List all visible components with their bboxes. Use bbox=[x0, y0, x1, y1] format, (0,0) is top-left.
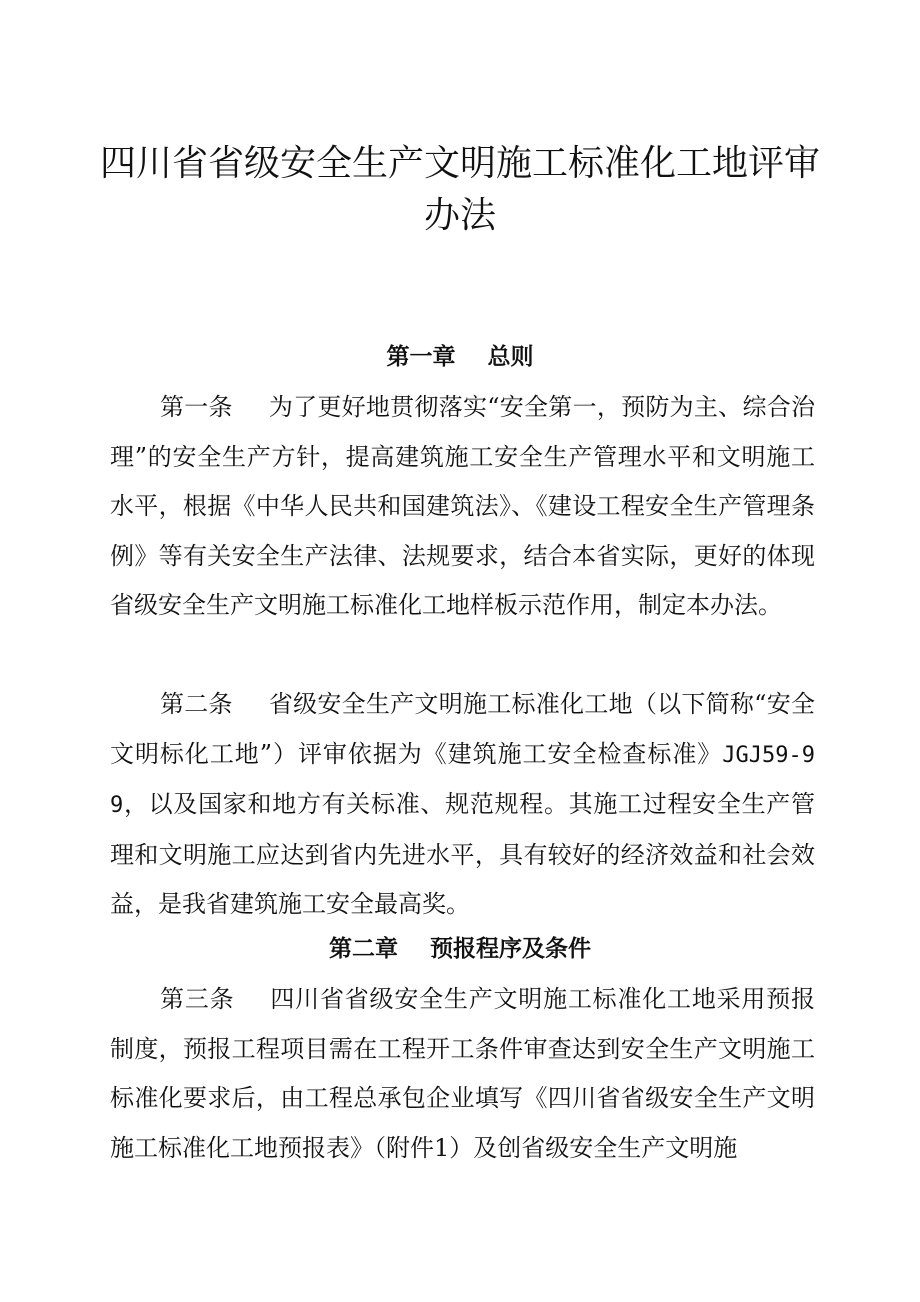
article-number: 第二条 bbox=[160, 690, 233, 718]
chapter-heading-1: 第一章 总则 bbox=[386, 344, 534, 370]
article-number: 第一条 bbox=[160, 393, 233, 421]
document-title: 四川省省级安全生产文明施工标准化工地评审办法 bbox=[100, 143, 821, 236]
article-2 bbox=[110, 680, 815, 930]
article-text: 为了更好地贯彻落实“安全第一，预防为主、综合治理”的安全生产方针，提高建筑施工安全生产管理水平和文明施工水平，根据《中华人民共和国建筑法》、《建设工程安全生产管理条例》等有关安全生产法律、法规要求，结合本省实际，更好的体现省级安全生产文明施工标准化工地样板示范作用，制定本办法。 bbox=[110, 393, 815, 620]
article-text: 四川省省级安全生产文明施工标准化工地采用预报制度，预报工程项目需在工程开工条件审查达到安全生产文明施工标准化要求后，由工程总承包企业填写《四川省省级安全生产文明施工标准化工地预报表》（附件1）及创省级安全生产文明施 bbox=[110, 985, 815, 1162]
standard-code: JGJ59-99 bbox=[110, 742, 815, 819]
article-text-continued: ，以及国家和地方有关标准、规范规程。其施工过程安全生产管理和文明施工应达到省内先进水平，具有较好的经济效益和社会效益，是我省建筑施工安全最高奖。 bbox=[110, 790, 815, 919]
chapter-heading-2: 第二章 预报程序及条件 bbox=[328, 936, 592, 962]
article-1 bbox=[110, 383, 815, 631]
article-text: 省级安全生产文明施工标准化工地（以下简称“安全文明标化工地”）评审依据为《建筑施工安全检查标准》 bbox=[110, 690, 815, 768]
article-3 bbox=[110, 975, 815, 1173]
article-number: 第三条 bbox=[160, 985, 235, 1013]
